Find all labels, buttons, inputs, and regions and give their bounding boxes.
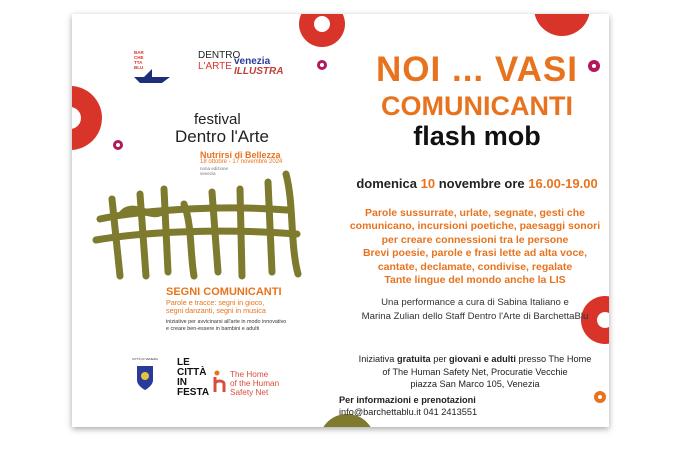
le-citta-in-festa-logo xyxy=(177,358,217,398)
logo-text: of the Human xyxy=(230,379,280,388)
contact-label: Per informazioni e prenotazioni xyxy=(339,395,476,405)
logo-text: TTA xyxy=(134,60,143,65)
logo-text: BLU xyxy=(134,65,144,70)
initiative-text: per xyxy=(430,354,450,364)
bottom-right-orange-dot-hole xyxy=(598,395,602,399)
illustra-logo-text: ILLUSTRA xyxy=(234,66,284,77)
description-line: comunicano, incursioni poetiche, paesaggi sonori xyxy=(349,220,601,233)
venezia-crest-icon xyxy=(135,364,155,392)
title-line-2: COMUNICANTI xyxy=(381,91,573,121)
boat-icon xyxy=(132,68,172,84)
description-line: per creare connessioni tra le persone xyxy=(381,233,569,246)
initiative-line: of The Human Safety Net, Procuratie Vecchie xyxy=(382,366,568,377)
barchetta-blu-logo xyxy=(134,50,158,70)
segni-subtitle xyxy=(166,299,316,315)
date-time: 16.00-19.00 xyxy=(528,176,598,191)
title-line-1: NOI ... VASI xyxy=(376,50,578,89)
mid-pink-dot-hole xyxy=(320,63,324,67)
logo-text: L'ARTE xyxy=(198,61,232,72)
logo-text: BAR xyxy=(134,50,144,55)
description-line: cantate, declamate, condivise, regalate xyxy=(377,260,573,273)
top-right-red-circle xyxy=(534,14,590,36)
event-description xyxy=(334,207,609,287)
date-prefix: domenica xyxy=(356,176,421,191)
contact-email[interactable]: info@barchettablu.it xyxy=(339,406,421,417)
initiative-text: presso The Home xyxy=(515,354,592,364)
segni-note xyxy=(166,319,326,332)
edition-text: nona edizione xyxy=(200,166,229,171)
initiative-bold: gratuita xyxy=(396,354,431,364)
logo-text: IN xyxy=(177,377,187,388)
logo-text: LE xyxy=(177,357,190,368)
human-safety-net-icon xyxy=(212,370,228,394)
festival-label: festival xyxy=(194,111,241,128)
date-day: 10 xyxy=(420,176,436,191)
initiative-info xyxy=(334,353,609,391)
top-red-circle-hole xyxy=(314,16,330,32)
title-line-3: flash mob xyxy=(413,121,541,151)
segni-sub-line: segni danzanti, segni in musica xyxy=(166,306,266,315)
initiative-line: piazza San Marco 105, Venezia xyxy=(410,379,540,389)
festival-title: Dentro l'Arte xyxy=(175,127,269,146)
date-middle: novembre ore xyxy=(435,176,529,191)
contact-phone: 041 2413551 xyxy=(420,406,478,417)
performance-line: Marina Zulian dello Staff Dentro l'Arte di BarchettaBlu xyxy=(361,311,589,322)
performance-credits xyxy=(334,296,609,324)
venezia-logo-text: venezia xyxy=(234,56,271,67)
left-pink-dot-hole xyxy=(116,143,120,147)
city-text: venezia xyxy=(200,171,216,176)
logo-text: Safety Net xyxy=(230,388,269,397)
initiative-bold: giovani e adulti xyxy=(449,354,516,364)
logo-text: DENTRO xyxy=(198,50,241,61)
segni-title: SEGNI COMUNICANTI xyxy=(166,286,282,298)
festival-subtitle: Nutrirsi di Bellezza xyxy=(200,150,281,160)
segni-note-line: e creare ben-essere in bambini e adulti xyxy=(166,325,260,332)
olive-brushstroke xyxy=(96,174,298,276)
human-safety-net-logo xyxy=(230,370,310,397)
contact-line xyxy=(339,407,477,419)
initiative-line xyxy=(334,353,609,366)
festival-edition xyxy=(200,166,228,176)
description-line: Tante lingue del mondo anche la LIS xyxy=(384,274,566,287)
festival-dates: 18 ottobre - 17 novembre 2024 xyxy=(200,159,283,165)
description-line: Parole sussurrate, urlate, segnate, gesti che xyxy=(364,207,585,219)
performance-line: Una performance a cura di Sabina Italiano e xyxy=(381,297,569,308)
logo-text: FESTA xyxy=(177,387,210,398)
citta-venezia-label: CITTÀ DI VENEZIA xyxy=(132,357,159,361)
logo-text: The Home xyxy=(230,370,269,379)
logo-text: CHE xyxy=(134,55,144,60)
contact-info xyxy=(339,395,477,418)
logo-text: CITTÀ xyxy=(177,367,207,378)
flyer-card xyxy=(72,14,609,427)
description-line: Brevi poesie, parole e frasi lette ad alta voce, xyxy=(362,247,588,260)
segni-sub-line: Parole e tracce: segni in gioco, xyxy=(166,298,265,307)
segni-note-line: iniziative per avvicinarsi all'arte in modo innovativo xyxy=(166,319,287,325)
event-date xyxy=(342,176,609,191)
initiative-text: Iniziativa xyxy=(358,354,397,364)
